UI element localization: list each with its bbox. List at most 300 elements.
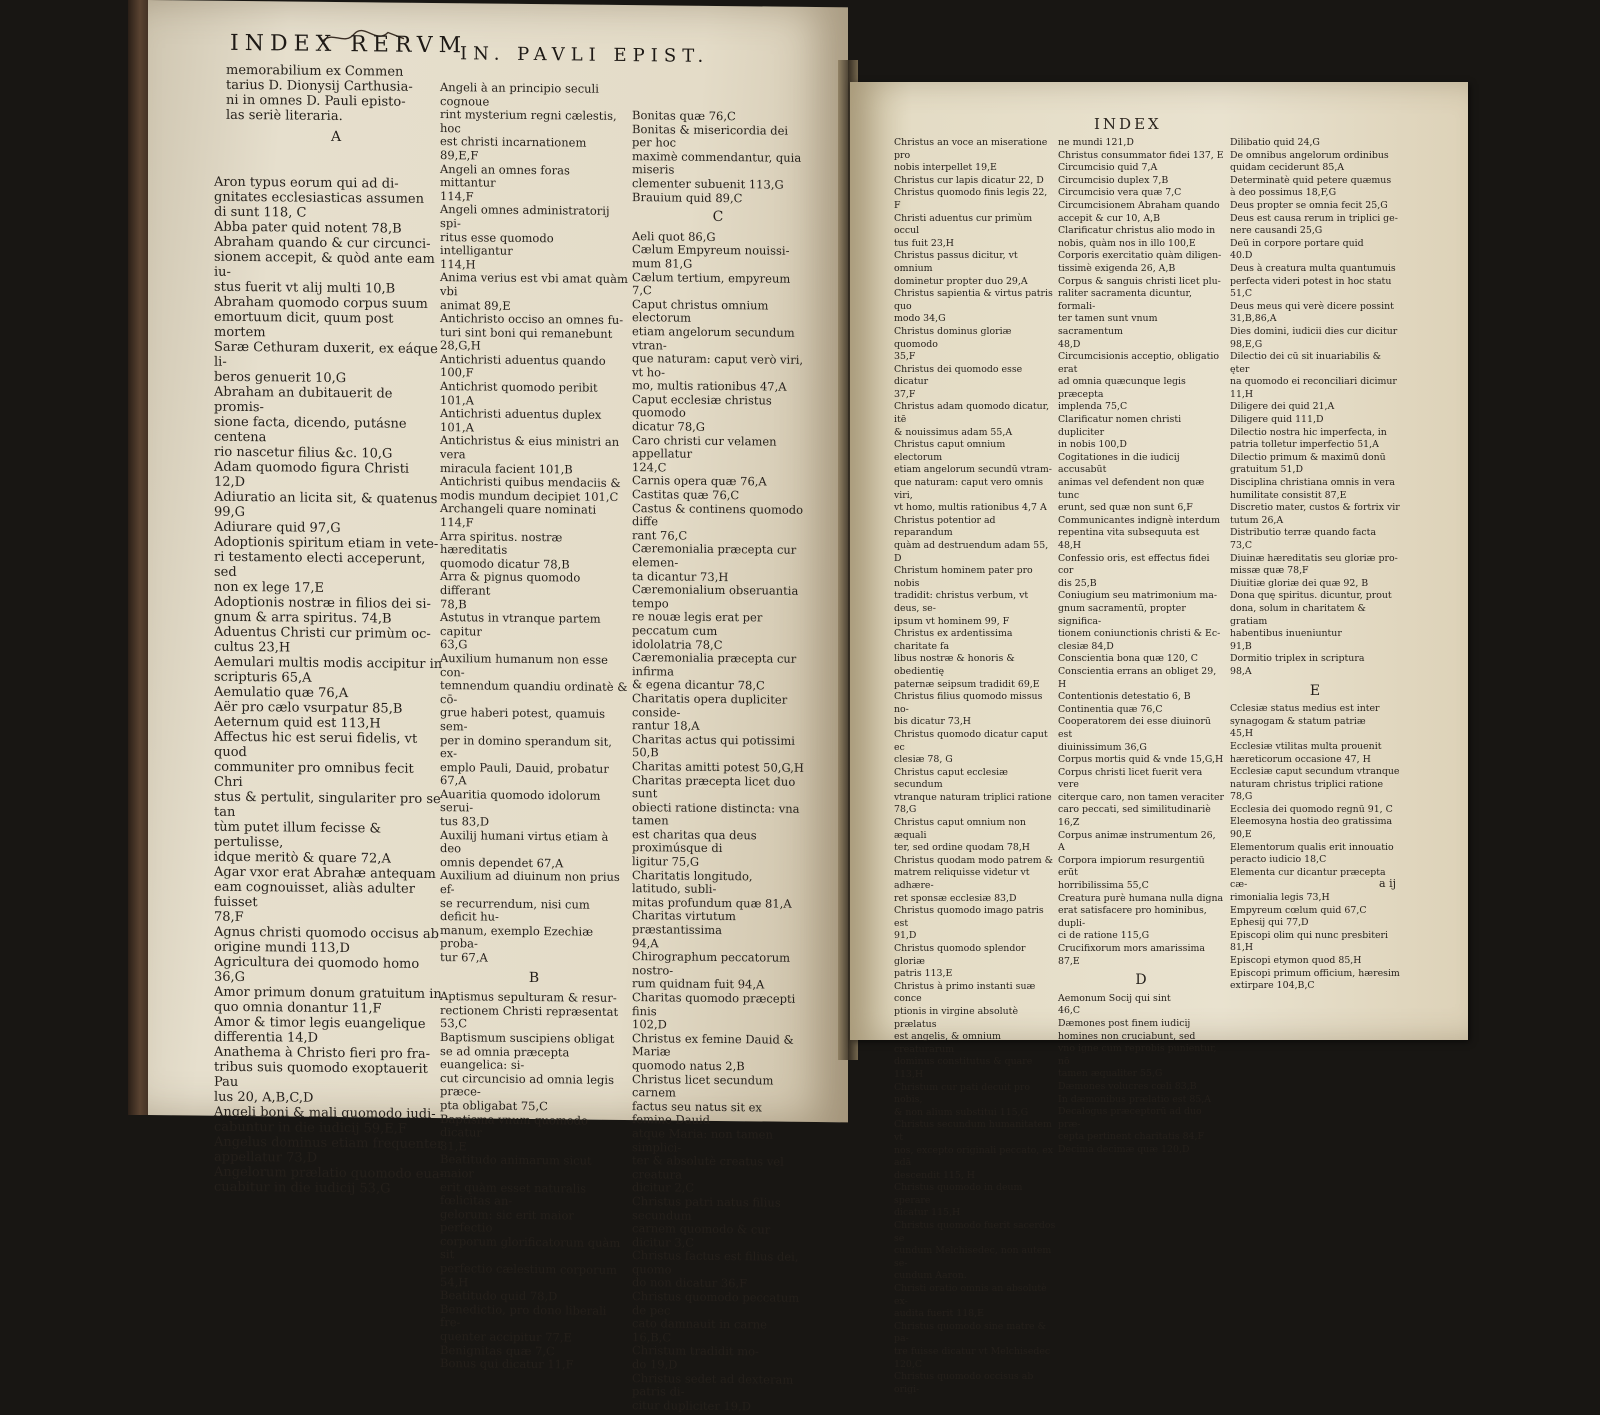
index-entry-line: do non dicatur 36,F <box>632 1275 748 1291</box>
index-entry-line: Christus quomodo in deum sperare <box>894 1182 1023 1206</box>
index-entry-line: Eleemosyna hostia deo gratissima <box>1230 816 1393 828</box>
index-entry-line: Dona quę spiritus. dicuntur, prout <box>1230 590 1392 602</box>
index-entry-line: Charitatis longitudo, latitudo, subli- <box>632 867 753 897</box>
index-entry-line: 94,A <box>632 935 659 950</box>
index-entry-line: erunt, sed quæ non sunt 6,F <box>1058 502 1193 514</box>
index-entry-line: Abraham quando & cur circunci- <box>214 234 431 252</box>
index-entry-line: rint mysterium regni cælestis, hoc <box>440 107 617 136</box>
index-entry-line: Christus secundum humanitatem vt <box>894 1119 1052 1143</box>
index-entry-line: Adiurare quid 97,G <box>214 519 341 537</box>
index-entry-line: libus nostræ & honoris & obedientię <box>894 653 1015 677</box>
index-entry-line: peracto iudicio 18,C <box>1230 854 1327 866</box>
index-entry-line: Antichristi aduentus quando <box>440 351 606 368</box>
index-entry-line: Elementorum qualis erit innouatio <box>1230 841 1394 853</box>
index-entry-line: Deus à creatura multa quantumuis <box>1230 262 1396 274</box>
index-entry-line: Christum cur pati decuit pro nobis, <box>894 1081 1030 1106</box>
index-entry-line: Arra spiritus. nostræ hæreditatis <box>440 528 563 557</box>
index-entry-line: Caput ecclesiæ christus quomodo <box>632 391 772 421</box>
index-entry-line: Christus quomodo occisus ab origi- <box>894 1371 1034 1395</box>
index-entry-line: miracula facient 101,B <box>440 460 573 477</box>
index-entry-line: Christus dominus gloriæ quomodo <box>894 325 1012 350</box>
index-entry-line: dicatur 78,G <box>632 419 705 434</box>
index-entry-line: Christus ex ardentissima charitate fa <box>894 628 1013 652</box>
index-entry-line: horribilissima 55,C <box>1058 880 1149 892</box>
index-entry-line: Amor & timor legis euangelique <box>214 1014 426 1032</box>
index-entry-line: Christus dei quomodo esse dicatur <box>894 363 1023 388</box>
index-entry-line: Christus quodam modo patrem & <box>894 854 1054 866</box>
index-entry-line: dicatur 115,H <box>894 1207 961 1219</box>
index-entry-line: Bonus qui dicatur 11,F <box>440 1356 574 1372</box>
index-entry-line: rant 76,C <box>632 527 688 543</box>
index-entry-line: stus & pertulit, singulariter pro se tan <box>214 789 441 820</box>
index-entry-line: Auxilij humani virtus etiam à deo <box>440 827 609 856</box>
index-entry-line: stus fuerit vt alij multi 10,B <box>214 279 396 297</box>
index-entry-line: Deus est causa rerum in triplici ge- <box>1230 212 1398 224</box>
index-entry-line: ter tamen sunt vnum sacramentum <box>1058 313 1158 337</box>
index-entry-line: Christus quomodo sine matre & pa- <box>894 1320 1046 1345</box>
section-letter: C <box>712 209 724 226</box>
index-entry-line: 36,G <box>214 969 246 986</box>
index-entry-line: Crucifixorum mors amarissima <box>1058 943 1205 954</box>
index-entry-line: Dilectio nostra hic imperfecta, in <box>1230 426 1387 438</box>
index-entry-line: ter, sed ordine quodam 78,H <box>894 842 1030 854</box>
title-line: las seriè literaria. <box>226 107 343 125</box>
index-entry-line: 114,H <box>440 256 476 272</box>
index-entry-line: Angeli omnes administratorij spi- <box>440 202 610 231</box>
index-entry-line: Cogitationes in die iudicij accusabūt <box>1058 451 1180 476</box>
index-entry-line: Christus potentior ad reparandum <box>894 514 996 539</box>
index-entry-line: 98,A <box>1230 665 1252 677</box>
index-entry-line: 53,C <box>440 1016 468 1031</box>
index-entry-line: Arra & pignus quomodo differant <box>440 569 581 598</box>
index-entry-line: Beatitudo animarum sicut maior <box>440 1152 592 1181</box>
index-entry-line: Corpus & sanguis christi licet plu- <box>1058 275 1221 287</box>
index-entry-line: scripturis 65,A <box>214 669 312 686</box>
index-entry-line: Adiuratio an licita sit, & quatenus <box>214 489 438 508</box>
index-entry-line: cut circuncisio ad omnia legis præce- <box>440 1070 614 1099</box>
index-entry-line: 48,D <box>1058 338 1081 350</box>
index-entry-line: beros genuerit 10,G <box>214 369 347 387</box>
index-entry-line: Affectus hic est serui fidelis, vt quod <box>214 729 418 761</box>
index-entry-line: nobis interpellet 19,E <box>894 162 997 174</box>
index-entry-line: Circumcisionem Abraham quando <box>1058 199 1220 211</box>
index-entry-line: Diligere dei quid 21,A <box>1230 401 1335 413</box>
index-entry-line: dis 25,B <box>1058 577 1097 589</box>
index-entry-line: pta obligabat 75,C <box>440 1097 548 1114</box>
index-entry-line: 35,F <box>894 351 916 363</box>
index-entry-line: origine mundi 113,D <box>214 939 350 957</box>
index-entry-line: 90,E <box>1230 829 1252 841</box>
index-entry-line: Continentia quæ 76,C <box>1058 703 1163 715</box>
index-entry-line: tradidit: christus verbum, vt deus, se- <box>894 590 1029 614</box>
index-entry-line: repentina vita subsequuta est <box>1058 527 1200 539</box>
index-entry-line: ci de ratione 115,G <box>1058 930 1150 942</box>
index-entry-line: Creatura purè humana nulla digna <box>1058 892 1224 904</box>
index-entry-line: 120,C <box>894 1358 923 1370</box>
index-entry-line: est christi incarnationem 89,E,F <box>440 134 587 163</box>
index-entry-line: matrem reliquisse videtur vt adhære- <box>894 867 1030 892</box>
index-entry-line: appellatur 73,D <box>214 1149 318 1166</box>
index-entry-line: Christus quomodo splendor gloriæ <box>894 943 1026 967</box>
index-entry-line: Corpus mortis quid & vnde 15,G,H <box>1058 754 1224 766</box>
section-letter: E <box>1309 682 1321 699</box>
index-entry-line: emortuum dicit, quum post mortem <box>214 309 394 341</box>
index-entry-line: nos, excepto originali peccato, ex adā <box>894 1144 1054 1169</box>
index-entry-line: Christus quomodo fuerit sacerdos se <box>894 1220 1056 1244</box>
index-entry-line: Castitas quæ 76,C <box>632 487 740 503</box>
index-entry-line: & nouissimus adam 55,A <box>894 426 1013 438</box>
index-entry-line: Aeternum quid est 113,H <box>214 714 381 732</box>
index-entry-line: Castus & continens quomodo diffe <box>632 500 804 529</box>
index-entry-line: Benignitas quæ 7,C <box>440 1342 555 1358</box>
title-line: memorabilium ex Commen <box>226 62 404 80</box>
index-entry-line: Aër pro cælo vsurpatur 85,B <box>214 699 403 717</box>
index-entry-line: Dormitio triplex in scriptura <box>1230 653 1365 665</box>
index-entry-line: Aemulatio quæ 76,A <box>214 684 349 702</box>
index-header: INDEX <box>1094 115 1162 133</box>
index-entry-line: Abba pater quid notent 78,B <box>214 219 402 237</box>
index-entry-line: rectionem Christi repræsentat <box>440 1002 619 1019</box>
index-entry-line: differentia 14,D <box>214 1029 319 1046</box>
index-entry-line: Discretio mater, custos & fortrix vir <box>1230 502 1400 514</box>
index-entry-line: 100,F <box>440 365 474 380</box>
index-entry-line: Anathema à Christo fieri pro fra- <box>214 1044 430 1062</box>
index-entry-line: manum, exemplo Ezechiæ proba- <box>440 922 594 951</box>
left-column-3 <box>632 109 804 1414</box>
index-entry-line: Archangeli quare nominati 114,F <box>440 501 597 530</box>
index-entry-line: tionem coniunctionis christi & Ec- <box>1058 628 1221 640</box>
index-entry-line: erit quàm esset naturalis fœlicitas an- <box>440 1179 587 1208</box>
index-entry-line: Christus sapientia & virtus patris quo <box>894 288 1053 312</box>
index-entry-line: missæ quæ 78,F <box>1230 565 1309 577</box>
index-entry-line: quo omnia donantur 11,F <box>214 999 382 1017</box>
index-entry-line: clesiæ 84,D <box>1058 640 1114 652</box>
index-entry-line: Cclesiæ status medius est inter <box>1230 703 1380 715</box>
index-entry-line: Caput christus omnium electorum <box>632 296 769 325</box>
index-entry-line: Angeli an omnes foras mittantur <box>440 161 570 190</box>
index-entry-line: ptionis in virgine absolutè prælatus <box>894 1005 1018 1030</box>
index-entry-line: 48,H <box>1058 540 1082 551</box>
index-entry-line: perfectio cælestium corporum <box>440 1261 617 1277</box>
index-entry-line: citur dupliciter 19,D <box>632 1397 751 1414</box>
index-entry-line: cundum Melchisedec, non autem se- <box>894 1245 1052 1269</box>
index-entry-line: Decima decimæ quæ 120,D <box>1058 1143 1190 1155</box>
index-entry-line: Christum hominem pater pro nobis <box>894 565 1033 589</box>
index-entry-line: cuabitur in die iudicij 53,G <box>214 1179 391 1197</box>
index-entry-line: Carnis opera quæ 76,A <box>632 473 767 489</box>
index-entry-line: Diuitiæ gloriæ dei quæ 92, B <box>1230 577 1369 589</box>
index-entry-line: Antichristi quibus mendaciis & <box>440 474 621 491</box>
index-entry-line: Episcopi primum officium, hæresim <box>1230 967 1400 979</box>
index-entry-line: Episcopi olim qui nunc presbiteri <box>1230 929 1389 941</box>
section-letter: B <box>528 969 540 986</box>
index-entry-line: Christus ex femine Dauid & Mariæ <box>632 1030 794 1059</box>
right-column-2 <box>1058 137 1224 1157</box>
index-entry-line: Episcopi etymon quod 85,H <box>1230 955 1362 966</box>
index-entry-line: Beatitudo quid 78,D <box>440 1288 558 1304</box>
index-entry-line: Christus caput omnium electorum <box>894 439 1006 463</box>
index-entry-line: Elementa cur dicantur præcepta cæ- <box>1230 866 1386 891</box>
index-entry-line: que naturam: caput vero omnis viri, <box>894 477 1044 501</box>
index-entry-line: Corpus christi licet fuerit vera vere <box>1058 766 1203 791</box>
index-entry-line: Decalogus præceptorū ad duo præ- <box>1058 1106 1202 1130</box>
index-entry-line: gratuitum 51,D <box>1230 464 1303 476</box>
index-entry-line: perfecta videri potest in hoc statu <box>1230 275 1392 287</box>
left-page <box>148 0 848 1414</box>
index-entry-line: Aptismus sepulturam & resur- <box>440 989 617 1006</box>
index-entry-line: Charitas virtutum præstantissima <box>632 908 736 938</box>
index-entry-line: Confessio oris, est effectus fidei cor <box>1058 552 1210 577</box>
index-entry-line: cepta pertinent charitatis 84,F <box>1058 1131 1204 1143</box>
index-entry-line: mo, multis rationibus 47,A <box>632 378 787 394</box>
index-entry-line: 28,G,H <box>440 338 481 353</box>
index-entry-line: Christum tradidit mo- <box>632 1343 759 1359</box>
index-entry-line: dominetur propter duo 29,A <box>894 275 1028 287</box>
index-entry-line: Astutus in vtranque partem capitur <box>440 610 601 639</box>
index-entry-line: ter & absolutè creatus vel creatura <box>632 1153 784 1182</box>
index-entry-line: Corpus animæ instrumentum 26, A <box>1058 829 1216 854</box>
index-entry-line: Dilibatio quid 24,G <box>1230 137 1320 148</box>
index-entry-line: Christus factus est filius dei, quomo <box>632 1248 799 1277</box>
index-entry-line: Auaritia quomodo idolorum serui- <box>440 786 601 815</box>
index-entry-line: mitas profundum quæ 81,A <box>632 894 792 911</box>
left-column-2 <box>440 81 628 1373</box>
index-entry-line: Anima verius est vbi amat quàm vbi <box>440 270 628 299</box>
index-entry-line: descendit 115, H <box>894 1169 975 1181</box>
index-entry-line: tissimè exigenda 26, A,B <box>1058 262 1176 274</box>
index-entry-line: 87,E <box>1058 955 1080 967</box>
index-entry-line: idque meritò & quare 72,A <box>214 849 391 867</box>
index-entry-line: Charitas præcepta licet duo sunt <box>632 772 796 801</box>
index-entry-line: De omnibus angelorum ordinibus <box>1230 149 1389 161</box>
index-entry-line: gnitates ecclesiasticas assumen <box>214 189 424 207</box>
index-entry-line: ipsum vt hominem 99, F <box>894 615 1010 627</box>
index-entry-line: grue haberi potest, quamuis sem- <box>440 705 606 734</box>
index-title <box>226 63 446 152</box>
index-entry-line: carnem quomodo & cur dicitur 3,C <box>632 1221 771 1250</box>
index-entry-line: Corporis exercitatio quàm diligen- <box>1058 250 1222 262</box>
index-entry-line: dona, solum in charitatem & gratiam <box>1230 602 1366 627</box>
index-entry-line: Abraham an dubitauerit de promis- <box>214 384 393 416</box>
index-entry-line: mum 81,G <box>632 256 693 271</box>
index-entry-line: maximè commendantur, quia miseris <box>632 148 802 177</box>
index-entry-line: quàm ad destruendum adam 55, D <box>894 540 1049 564</box>
index-entry-line: Angelorum prælatio quomodo eua- <box>214 1164 444 1183</box>
index-entry-line: eam cognouisset, aliàs adulter fuisset <box>214 879 415 911</box>
right-column-1 <box>894 137 1056 1396</box>
index-entry-line: 78,G <box>894 804 917 816</box>
right-page <box>850 82 1468 1395</box>
index-header: INDEX RERVM <box>230 30 468 59</box>
index-entry-line: do 19,D <box>632 1357 678 1372</box>
index-entry-line: 113,H <box>894 1068 924 1080</box>
index-entry-line: cultus 23,H <box>214 639 291 656</box>
index-entry-line: modo 34,G <box>894 313 946 325</box>
index-entry-line: cundum Aaron. <box>894 1270 967 1282</box>
index-entry-line: ta dicantur 73,H <box>632 568 729 584</box>
index-entry-line: Deus propter se omnia fecit 25,G <box>1230 199 1388 211</box>
index-entry-line: 98,E,G <box>1230 338 1263 350</box>
index-entry-line: 45,H <box>1230 728 1254 740</box>
index-entry-line: naturam christus triplici ratione <box>1230 778 1384 790</box>
index-entry-line: Christus sedet ad dexteram patris di- <box>632 1370 794 1399</box>
index-entry-line: dicitur 2,C <box>632 1180 695 1196</box>
index-entry-line: Christus quomodo imago patris est <box>894 905 1044 929</box>
index-entry-line: tus 83,D <box>440 814 490 829</box>
index-entry-line: est angelis, & omnium creaturarum <box>894 1031 1001 1055</box>
index-entry-line: Chirographum peccatorum nostro- <box>632 949 791 978</box>
running-header: IN. PAVLI EPIST. <box>460 43 710 67</box>
index-entry-line: 31,B,86,A <box>1230 313 1277 325</box>
index-entry-line: Caro christi cur velamen appellatur <box>632 432 777 461</box>
index-entry-line: rimonialia legis 73,H <box>1230 892 1330 904</box>
index-entry-line: nobis, quàm nos in illo 100,E <box>1058 237 1196 249</box>
index-entry-line: 91,D <box>894 930 917 942</box>
index-entry-line: animat 89,E <box>440 297 511 313</box>
index-entry-line: vt homo, multis rationibus 4,7 A <box>894 502 1047 514</box>
index-entry-line: Circumcisio vera quæ 7,C <box>1058 187 1182 199</box>
index-entry-line: tamen æqualiter 55,G <box>1058 1068 1163 1080</box>
index-entry-line: emplo Pauli, Dauid, probatur <box>440 759 609 776</box>
index-entry-line: quenter accipitur 77,E <box>440 1329 572 1345</box>
index-entry-line: 11,H <box>1230 388 1254 400</box>
index-entry-line: Aemulari multis modis accipitur in <box>214 654 443 673</box>
index-entry-line: à deo possimus 18,F,G <box>1230 187 1337 199</box>
index-entry-line: Agricultura dei quomodo homo <box>214 954 420 972</box>
index-entry-line: ret sponsæ ecclesiæ 83,D <box>894 892 1017 904</box>
index-entry-line: omnis dependet 67,A <box>440 854 564 871</box>
index-entry-line: Antichristus & eius ministri an vera <box>440 433 620 462</box>
index-entry-line: Aemonum Socij qui sint <box>1058 992 1171 1004</box>
index-entry-line: Deū in corpore portare quid <box>1230 237 1364 249</box>
index-entry-line: turi sint boni qui remanebunt <box>440 324 613 341</box>
index-entry-line: 7,C <box>632 283 652 298</box>
index-entry-line: Auxilium humanum non esse con- <box>440 650 608 679</box>
index-entry-line: re nouæ legis erat per peccatum cum <box>632 609 763 638</box>
index-entry-line: Angeli à an principio seculi cognoue <box>440 80 599 109</box>
index-entry-line: 54,H <box>440 1274 469 1290</box>
index-entry-line: non ex lege 17,E <box>214 579 325 596</box>
index-entry-line: gnum & arra spiritus. 74,B <box>214 609 392 627</box>
index-entry-line: tus fuit 23,H <box>894 237 954 249</box>
index-entry-line: etiam angelorum secundum vtran- <box>632 323 795 352</box>
index-entry-line: Ecclesiæ caput secundum vtranque <box>1230 766 1400 778</box>
index-entry-line: humilitate consistit 87,E <box>1230 489 1347 501</box>
index-entry-line: sionem accepit, & quòd ante eam iu- <box>214 249 435 280</box>
index-entry-line: diuinissimum 36,G <box>1058 741 1147 753</box>
index-entry-line: 124,C <box>632 459 667 475</box>
index-entry-line: se recurrendum, nisi cum deficit hu- <box>440 895 590 924</box>
index-entry-line: 99,G <box>214 504 246 521</box>
index-entry-line: habentibus inueniuntur <box>1230 628 1342 640</box>
index-entry-line: dominus constitutus & quare <box>894 1056 1033 1068</box>
index-entry-line: Saræ Cethuram duxerit, ex eáque li- <box>214 339 438 370</box>
index-entry-line: Christi aduentus cur primùm occul <box>894 212 1033 237</box>
index-entry-line: hæreticorum occasione 47, H <box>1230 753 1371 765</box>
index-entry-line: 16,Z <box>1058 817 1080 829</box>
index-entry-line: Deus meus qui verè dicere possint <box>1230 300 1394 312</box>
index-entry-line: Antichristi aduentus duplex 101,A <box>440 406 602 435</box>
index-entry-line: Baptismum suscipiens obligat <box>440 1030 615 1046</box>
index-entry-line: 78,F <box>214 909 244 926</box>
index-entry-line: Adam quomodo figura Christi <box>214 459 410 477</box>
index-entry-line: Bonitas quæ 76,C <box>632 108 736 124</box>
index-entry-line: Aeli quot 86,G <box>632 228 716 244</box>
index-entry-line: quidam ceciderunt 85,A <box>1230 162 1345 174</box>
index-entry-line: etiam angelorum secundū vtram- <box>894 464 1052 476</box>
index-entry-line: Cælum tertium, empyreum <box>632 269 791 286</box>
index-entry-line: cabuntur in die iudicij 59,E,F <box>214 1119 407 1137</box>
index-entry-line: tre fuisse dicatur vt Melchisedec <box>894 1346 1051 1357</box>
index-entry-line: 78,G <box>1230 791 1253 803</box>
index-entry-line: extirpare 104,B,C <box>1230 980 1315 992</box>
index-entry-line: Agar vxor erat Abrahæ antequam <box>214 864 436 883</box>
index-entry-line: Clarificatur nomen christi dupliciter <box>1058 414 1182 438</box>
index-entry-line: Christus passus dicitur, vt omnium <box>894 250 1018 274</box>
index-entry-line: Empyreum cœlum quid 67,C <box>1230 904 1367 916</box>
index-entry-line: paternæ seipsum tradidit 69,E <box>894 678 1040 690</box>
index-entry-line: se ad omnia præcepta euangelica: si- <box>440 1043 570 1073</box>
index-entry-line: temnendum quandiu ordinatè & cō- <box>440 678 628 706</box>
index-entry-line: rio nascetur filius &c. 10,G <box>214 444 393 462</box>
index-entry-line: Aron typus eorum qui ad di- <box>214 174 399 192</box>
index-entry-line: 81,E <box>440 1138 467 1154</box>
index-entry-line: Christus quomodo dicatur caput ec <box>894 728 1048 753</box>
index-entry-line: In dæmonibus prælatio est 85,A <box>1058 1093 1211 1105</box>
index-entry-line: Amor primum donum gratuitum in <box>214 984 442 1003</box>
index-entry-line: per in domino sperandum sit, ex- <box>440 732 612 761</box>
index-entry-line: Coniugium seu matrimonium ma- <box>1058 590 1218 602</box>
index-entry-line: Antichristo occiso an omnes fu- <box>440 311 624 328</box>
index-entry-line: Disciplina christiana omnis in vera <box>1230 477 1396 489</box>
index-entry-line: lus 20, A,B,C,D <box>214 1089 314 1106</box>
index-entry-line: Ephesij qui 77,D <box>1230 917 1309 929</box>
index-entry-line: gnum sacramentū, propter significa- <box>1058 602 1186 627</box>
index-entry-line: Christus caput omnium non æquali <box>894 817 1026 841</box>
index-entry-line: tùm putet illum fecisse & pertulisse, <box>214 819 382 851</box>
index-entry-line: 51,C <box>1230 288 1253 300</box>
index-entry-line: Angelus dominus etiam frequenter <box>214 1134 444 1153</box>
index-entry-line: factus seu natus sit ex femine Dauid <box>632 1098 762 1128</box>
index-entry-line: vno igne cum reprobis punientur, nō <box>1058 1043 1217 1067</box>
index-entry-line: corporum glorificatorum quàm sit <box>440 1233 621 1262</box>
index-entry-line: rum quidnam fuit 94,A <box>632 976 765 992</box>
index-entry-line: Antichrist quomodo peribit 101,A <box>440 379 598 408</box>
index-entry-line: implenda 75,C <box>1058 401 1128 413</box>
index-entry-line: Dilectio dei cū sit inuariabilis & ęter <box>1230 351 1381 375</box>
index-entry-line: Christus consummator fidei 137, E <box>1058 149 1224 161</box>
index-entry-line: Charitas quomodo præcepti finis <box>632 990 796 1018</box>
index-entry-line: Christi oratio omnis an absolutè ex- <box>894 1283 1047 1307</box>
index-entry-line: 91,B <box>1230 640 1252 652</box>
index-entry-line: Christus licet secundum carnem <box>632 1071 774 1100</box>
right-column-3 <box>1230 137 1400 993</box>
index-entry-line: vtranque naturam triplici ratione <box>894 791 1052 803</box>
index-entry-line: Auxilium ad diuinum non prius ef- <box>440 868 620 897</box>
index-entry-line: ri testamento electi acceperunt, sed <box>214 549 426 580</box>
index-entry-line: Christus adam quomodo dicatur, itē <box>894 401 1050 426</box>
index-entry-line: Christus caput ecclesiæ secundum <box>894 766 1008 791</box>
index-entry-line: & non alium substitui 115,G <box>894 1106 1029 1118</box>
index-entry-line: 12,D <box>214 474 246 491</box>
index-entry-line: Ecclesia dei quomodo regnū 91, C <box>1230 803 1393 815</box>
index-entry-line: Bonitas & misericordia dei per hoc <box>632 121 789 150</box>
index-entry-line: Conscientia bona quæ 120, C <box>1058 653 1198 665</box>
index-entry-line: idololatria 78,C <box>632 636 723 652</box>
index-entry-line: 67,A <box>440 773 467 788</box>
title-line: ni in omnes D. Pauli episto- <box>226 92 406 110</box>
index-entry-line: Agnus christi quomodo occisus ab <box>214 924 439 943</box>
